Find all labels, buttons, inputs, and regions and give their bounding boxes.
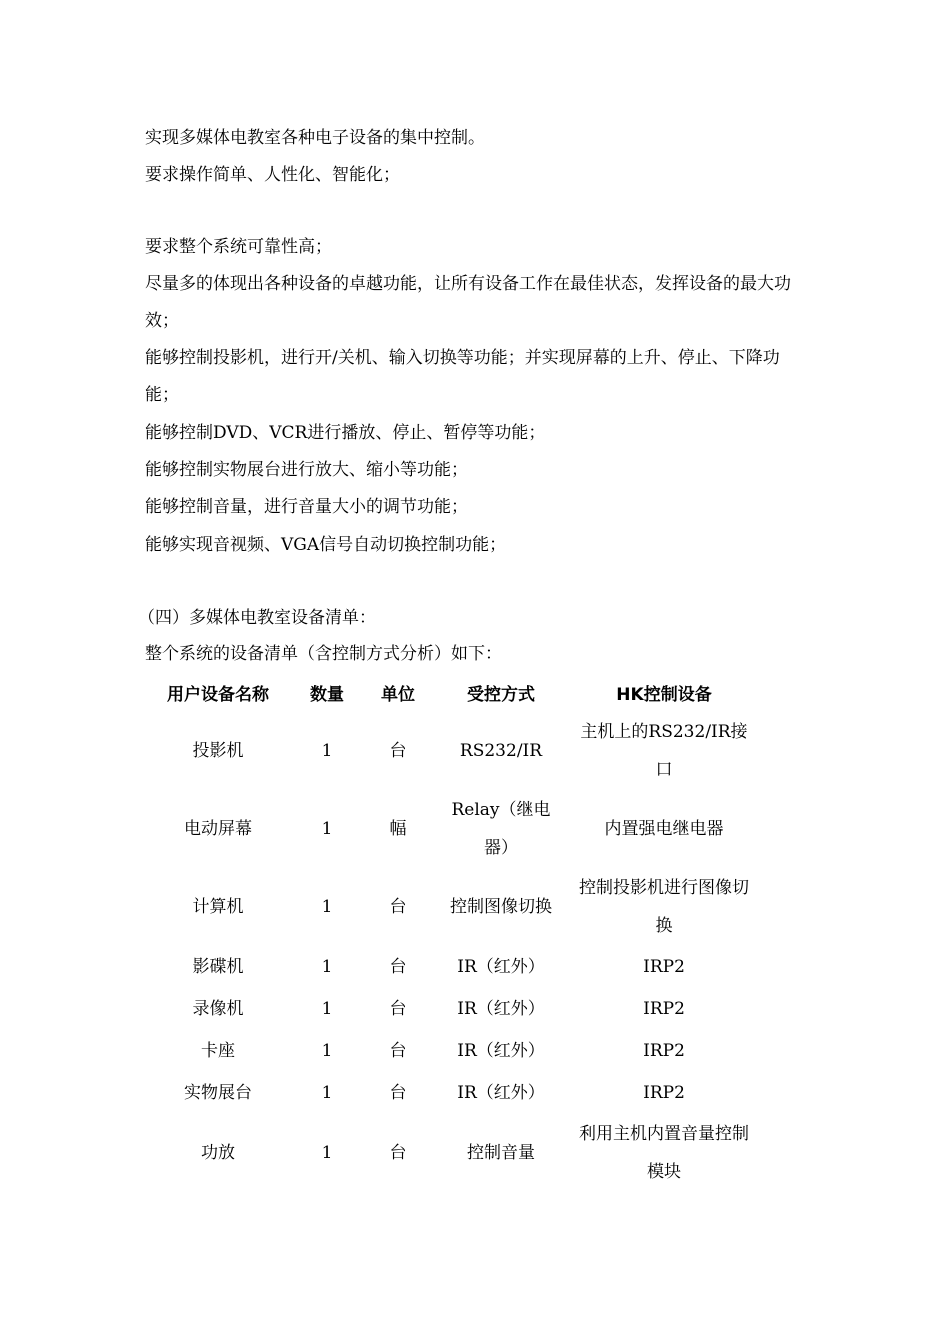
cell-unit: 台 — [389, 999, 407, 1019]
table-row — [145, 712, 759, 790]
cell-hk-device — [569, 868, 759, 946]
equipment-table — [145, 672, 759, 1192]
header-hk-device: HK控制设备 — [616, 684, 712, 705]
table-row — [145, 988, 759, 1030]
table-intro: 整个系统的设备清单（含控制方式分析）如下： — [145, 644, 502, 664]
cell-hk-device — [569, 1114, 759, 1192]
cell-device-name: 录像机 — [192, 999, 244, 1019]
cell-device-name: 功放 — [201, 1143, 235, 1163]
section-title: （四）多媒体电教室设备清单： — [138, 608, 376, 628]
table-row — [145, 868, 759, 946]
cell-device-name: 卡座 — [201, 1041, 235, 1061]
paragraph-easy-operation: 要求操作简单、人性化、智能化； — [145, 165, 400, 185]
paragraph-centralized-control: 实现多媒体电教室各种电子设备的集中控制。 — [145, 128, 485, 148]
paragraph-volume-control: 能够控制音量，进行音量大小的调节功能； — [145, 497, 468, 517]
cell-hk-device: IRP2 — [643, 957, 685, 977]
cell-unit: 幅 — [389, 819, 407, 839]
cell-control-method: IR（红外） — [457, 1041, 545, 1061]
cell-hk-device-text: 控制投影机进行图像切换 — [579, 878, 749, 936]
cell-unit: 台 — [389, 957, 407, 977]
cell-device-name: 影碟机 — [192, 957, 244, 977]
cell-control-method: IR（红外） — [457, 999, 545, 1019]
paragraph-projector-control: 能够控制投影机，进行开/关机、输入切换等功能；并实现屏幕的上升、停止、下降功能； — [145, 348, 780, 405]
table-row — [145, 1072, 759, 1114]
header-quantity: 数量 — [310, 684, 344, 705]
table-row — [145, 1114, 759, 1192]
cell-quantity: 1 — [321, 1041, 333, 1061]
cell-quantity: 1 — [321, 999, 333, 1019]
header-control-method: 受控方式 — [467, 684, 535, 705]
cell-unit: 台 — [389, 741, 407, 761]
cell-control-method: IR（红外） — [457, 1083, 545, 1103]
cell-hk-device — [569, 712, 759, 790]
cell-quantity: 1 — [321, 1143, 333, 1163]
paragraph-av-switching: 能够实现音视频、VGA信号自动切换控制功能； — [145, 535, 507, 555]
paragraph-visualizer-control: 能够控制实物展台进行放大、缩小等功能； — [145, 460, 468, 480]
cell-device-name: 实物展台 — [184, 1083, 252, 1103]
cell-hk-device: IRP2 — [643, 1041, 685, 1061]
cell-control-method — [433, 790, 569, 868]
cell-unit: 台 — [389, 1143, 407, 1163]
cell-device-name: 电动屏幕 — [184, 819, 252, 839]
table-row — [145, 790, 759, 868]
cell-hk-device: IRP2 — [643, 999, 685, 1019]
cell-hk-device-text: 主机上的RS232/IR接口 — [580, 722, 748, 780]
cell-hk-device: 内置强电继电器 — [604, 819, 724, 839]
paragraph-device-functions: 尽量多的体现出各种设备的卓越功能，让所有设备工作在最佳状态，发挥设备的最大功效； — [145, 274, 791, 331]
header-unit: 单位 — [381, 684, 415, 705]
cell-quantity: 1 — [321, 741, 333, 761]
cell-quantity: 1 — [321, 957, 333, 977]
cell-control-method: RS232/IR — [459, 741, 543, 761]
cell-unit: 台 — [389, 897, 407, 917]
cell-control-method: 控制音量 — [467, 1143, 535, 1163]
cell-quantity: 1 — [321, 897, 333, 917]
cell-quantity: 1 — [321, 819, 333, 839]
table-header-row — [145, 672, 759, 712]
cell-control-method-text: Relay（继电器） — [451, 800, 551, 858]
cell-device-name: 计算机 — [192, 897, 244, 917]
cell-hk-device-text: 利用主机内置音量控制模块 — [579, 1124, 749, 1182]
cell-control-method: 控制图像切换 — [450, 897, 552, 917]
cell-unit: 台 — [389, 1083, 407, 1103]
cell-control-method: IR（红外） — [457, 957, 545, 977]
table-row — [145, 946, 759, 988]
cell-hk-device: IRP2 — [643, 1083, 685, 1103]
table-row — [145, 1030, 759, 1072]
cell-unit: 台 — [389, 1041, 407, 1061]
cell-quantity: 1 — [321, 1083, 333, 1103]
paragraph-reliability: 要求整个系统可靠性高； — [145, 237, 332, 257]
paragraph-dvd-vcr-control: 能够控制DVD、VCR进行播放、停止、暂停等功能； — [145, 423, 546, 443]
header-device-name: 用户设备名称 — [167, 684, 269, 705]
cell-device-name: 投影机 — [192, 741, 244, 761]
